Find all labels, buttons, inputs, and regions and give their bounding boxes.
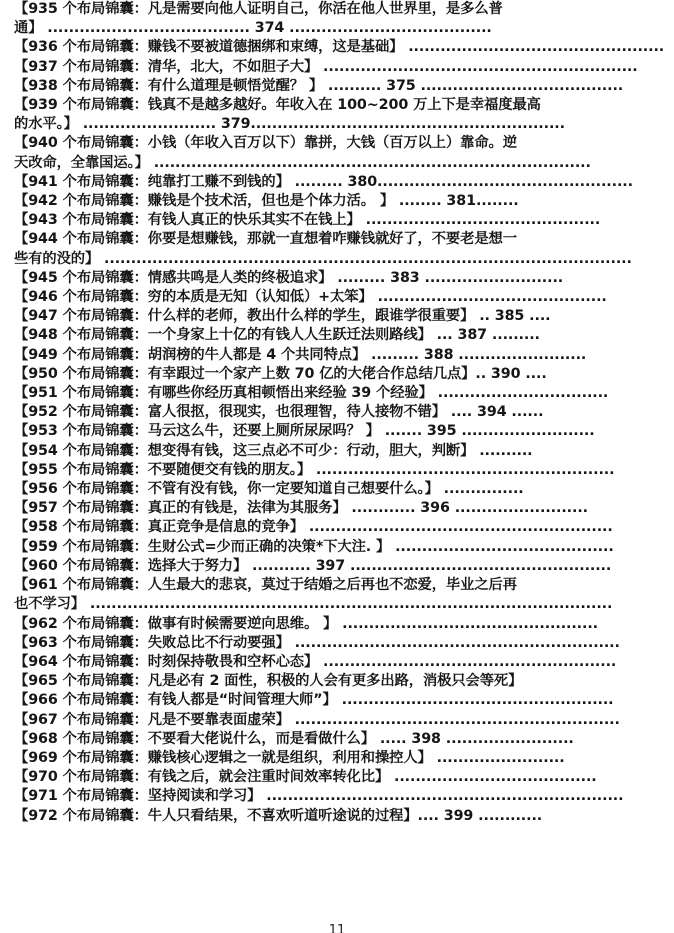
toc-entry-line: 【947 个布局锦囊：什么样的老师，教出什么样的学生，跟谁学很重要】 .. 385 .... [14,308,551,325]
toc-entry-line: 【952 个布局锦囊：富人很抠，很现实，也很理智，待人接物不错】 .... 394 ...... [14,404,544,421]
toc-entry[interactable] [14,691,669,710]
toc-entry[interactable] [14,211,669,230]
toc-entry[interactable] [14,192,669,211]
toc-entry-line: 【943 个布局锦囊：有钱人真正的快乐其实不在钱上】 ............................................ [14,212,601,229]
toc-entry[interactable] [14,499,669,518]
toc-entry-line: 【941 个布局锦囊：纯靠打工赚不到钱的】 ......... 380................................................ [14,173,633,190]
toc-entry[interactable] [14,730,669,749]
toc-entry[interactable] [14,0,669,38]
toc-entry-line: 【969 个布局锦囊：赚钱核心逻辑之一就是组织，利用和操控人】 ........................ [14,749,565,766]
toc-entry-line: 【937 个布局锦囊：清华，北大，不如胆子大】 ........................................................... [14,58,638,75]
toc-entry-line: 【946 个布局锦囊：穷的本质是无知（认知低）+太笨】 ........................................... [14,289,607,306]
toc-entry-line: 【962 个布局锦囊：做事有时候需要逆向思维。 】 ................................................ [14,615,599,632]
toc-entry[interactable] [14,787,669,806]
toc-entry[interactable] [14,326,669,345]
toc-entry-line: 【945 个布局锦囊：情感共鸣是人类的终极追求】 ......... 383 .......................... [14,269,564,286]
toc-entry[interactable] [14,807,669,826]
toc-entry-line: 【972 个布局锦囊：牛人只看结果，不喜欢听道听途说的过程】.... 399 ............ [14,807,543,824]
toc-entry-line: 【951 个布局锦囊：有哪些你经历真相顿悟出来经验 39 个经验】 ................................ [14,385,609,402]
toc-entry-line: 【960 个布局锦囊：选择大于努力】 ........... 397 ................................................. [14,557,612,574]
toc-entry[interactable] [14,365,669,384]
toc-entry[interactable] [14,672,669,691]
toc-entry[interactable] [14,615,669,634]
toc-entry-line: 【949 个布局锦囊：胡润榜的牛人都是 4 个共同特点】 ......... 388 ........................ [14,346,587,363]
toc-entry-line: 些有的没的】 ................................................................................................... [14,250,632,267]
toc-entry-line: 【968 个布局锦囊：不要看大佬说什么，而是看做什么】 ..... 398 ........................ [14,730,574,747]
toc-entry[interactable] [14,518,669,537]
toc-entry[interactable] [14,634,669,653]
toc-entry[interactable] [14,384,669,403]
toc-entry-line: 【970 个布局锦囊：有钱之后，就会注重时间效率转化比】 ...................................... [14,769,597,786]
toc-entry[interactable] [14,38,669,57]
toc-entry-line: 【964 个布局锦囊：时刻保持敬畏和空杯心态】 ....................................................... [14,653,617,670]
toc-entry[interactable] [14,711,669,730]
toc-entry[interactable] [14,134,669,172]
toc-entry-line: 【944 个布局锦囊：你要是想赚钱，那就一直想着咋赚钱就好了，不要老是想一 [14,231,517,248]
toc-entry[interactable] [14,768,669,787]
toc-entry[interactable] [14,653,669,672]
toc-entry-line: 【940 个布局锦囊：小钱（年收入百万以下）靠拼，大钱（百万以上）靠命。逆 [14,135,517,152]
toc-entry[interactable] [14,96,669,134]
toc-entry[interactable] [14,77,669,96]
toc-entry[interactable] [14,538,669,557]
toc-entry-line: 【963 个布局锦囊：失败总比不行动要强】 ............................................................. [14,634,620,651]
toc-entry-line: 【967 个布局锦囊：凡是不要靠表面虚荣】 ............................................................. [14,711,620,728]
toc-entry[interactable] [14,461,669,480]
toc-entry[interactable] [14,576,669,614]
toc-entry-line: 【966 个布局锦囊：有钱人都是“时间管理大师”】 ................................................... [14,692,614,709]
toc-entry-line: 【959 个布局锦囊：生财公式=少而正确的决策*下大注. 】 ......................................... [14,538,614,555]
toc-entry[interactable] [14,58,669,77]
toc-entry-line: 【957 个布局锦囊：真正的有钱是，法律为其服务】 ............ 396 ......................... [14,500,588,517]
table-of-contents [14,0,669,826]
toc-entry[interactable] [14,403,669,422]
toc-entry[interactable] [14,442,669,461]
toc-entry-line: 【948 个布局锦囊：一个身家上十亿的有钱人人生跃迁法则路线】 ... 387 ......... [14,327,540,344]
toc-entry-line: 【942 个布局锦囊：赚钱是个技术活，但也是个体力活。 】 ........ 381........ [14,193,519,210]
toc-entry-line: 【956 个布局锦囊：不管有没有钱，你一定要知道自己想要什么。】 ............... [14,481,524,498]
toc-entry-line: 通】 ...................................... 374 ...................................... [14,20,492,37]
toc-entry[interactable] [14,422,669,441]
toc-entry-line: 【950 个布局锦囊：有幸跟过一个家产上数 70 亿的大佬合作总结几点】.. 390 .... [14,365,547,382]
toc-entry-line: 【936 个布局锦囊：赚钱不要被道德捆绑和束缚，这是基础】 ................................................ [14,39,665,56]
toc-entry-line: 的水平。】 ......................... 379........................................................... [14,116,565,133]
toc-entry[interactable] [14,288,669,307]
toc-entry[interactable] [14,173,669,192]
toc-entry-line: 【961 个布局锦囊：人生最大的悲哀，莫过于结婚之后再也不恋爱，毕业之后再 [14,577,517,594]
toc-entry-line: 【965 个布局锦囊：凡是必有 2 面性，积极的人会有更多出路，消极只会等死】 [14,673,523,690]
toc-entry-line: 【954 个布局锦囊：想变得有钱，这三点必不可少：行动，胆大，判断】 .......... [14,442,533,459]
toc-entry-line: 【938 个布局锦囊：有什么道理是顿悟觉醒？ 】 .......... 375 ...................................... [14,77,624,94]
toc-entry-line: 天改命，全靠国运。】 .................................................................................. [14,154,591,171]
toc-entry[interactable] [14,346,669,365]
page-number: 11 [328,923,346,933]
toc-entry-line: 【939 个布局锦囊：钱真不是越多越好。年收入在 100~200 万上下是幸福度最高 [14,97,541,114]
toc-entry[interactable] [14,307,669,326]
toc-entry[interactable] [14,749,669,768]
toc-entry-line: 【958 个布局锦囊：真正竞争是信息的竞争】 ......................................................... [14,519,613,536]
toc-entry[interactable] [14,480,669,499]
toc-entry-line: 【935 个布局锦囊：凡是需要向他人证明自己，你活在他人世界里，是多么普 [14,1,503,17]
toc-entry[interactable] [14,269,669,288]
toc-entry[interactable] [14,230,669,268]
toc-entry-line: 【955 个布局锦囊：不要随便交有钱的朋友。】 ........................................................ [14,461,615,478]
toc-entry-line: 也不学习】 .................................................................................................. [14,596,613,613]
toc-entry[interactable] [14,557,669,576]
toc-entry-line: 【971 个布局锦囊：坚持阅读和学习】 ................................................................... [14,788,624,805]
toc-entry-line: 【953 个布局锦囊：马云这么牛，还要上厕所尿尿吗？ 】 ....... 395 ......................... [14,423,595,440]
